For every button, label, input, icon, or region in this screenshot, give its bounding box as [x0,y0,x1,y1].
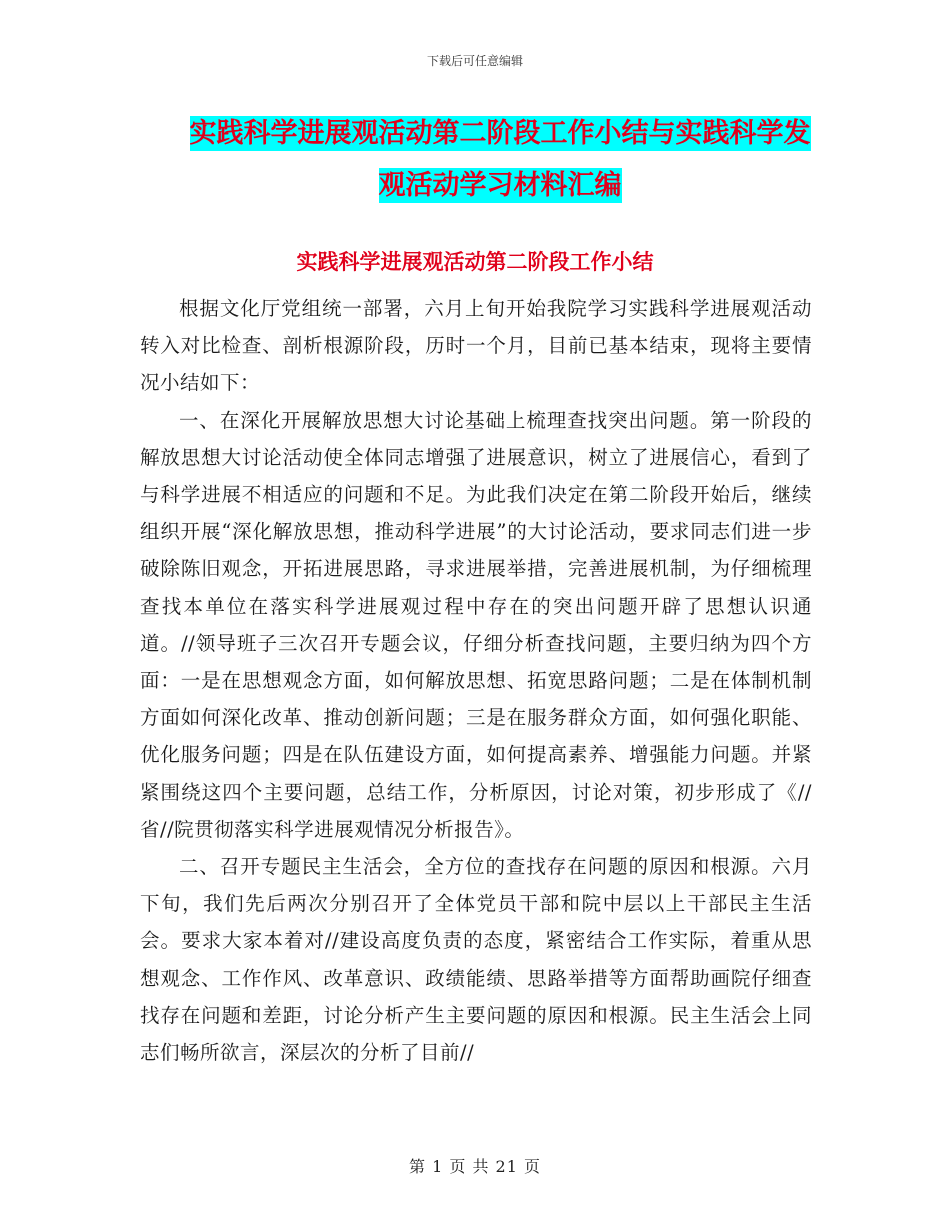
document-title-line-2: 观活动学习材料汇编 [378,170,622,201]
page-header-note: 下载后可任意编辑 [426,54,523,68]
document-title [150,108,850,212]
page-number-footer: 第 1 页 共 21 页 [409,1157,541,1176]
section-title: 实践科学进展观活动第二阶段工作小结 [296,250,654,274]
paragraph-part-two: 二、召开专题民主生活会，全方位的查找存在问题的原因和根源。六月下旬，我们先后两次分别召开了全体党员干部和院中层以上干部民主生活会。要求大家本着对//建设高度负责的态度，紧密结合工作实际，着重从思想观念、工作作风、改革意识、政绩能绩、思路举措等方面帮助画院仔细查找存在问题和差距，讨论分析产生主要问题的原因和根源。民主生活会上同志们畅所欲言，深层次的分析了目前// [140,855,812,1065]
document-title-line-1: 实践科学进展观活动第二阶段工作小结与实践科学发 [189,118,811,149]
paragraph-part-one: 一、在深化开展解放思想大讨论基础上梳理查找突出问题。第一阶段的解放思想大讨论活动使全体同志增强了进展意识，树立了进展信心，看到了与科学进展不相适应的问题和不足。为此我们决定在第二阶段开始后，继续组织开展“深化解放思想，推动科学进展”的大讨论活动，要求同志们进一步破除陈旧观念，开拓进展思路，寻求进展举措，完善进展机制，为仔细梳理查找本单位在落实科学进展观过程中存在的突出问题开辟了思想认识通道。//领导班子三次召开专题会议，仔细分析查找问题，主要归纳为四个方面：一是在思想观念方面，如何解放思想、拓宽思路问题；二是在体制机制方面如何深化改革、推动创新问题；三是在服务群众方面，如何强化职能、优化服务问题；四是在队伍建设方面，如何提高素养、增强能力问题。并紧紧围绕这四个主要问题，总结工作，分析原因，讨论对策，初步形成了《//省//院贯彻落实科学进展观情况分析报告》。 [140,408,812,841]
paragraph-intro: 根据文化厅党组统一部署，六月上旬开始我院学习实践科学进展观活动转入对比检查、剖析根源阶段，历时一个月，目前已基本结束，现将主要情况小结如下： [140,297,812,395]
document-body [140,290,812,1071]
